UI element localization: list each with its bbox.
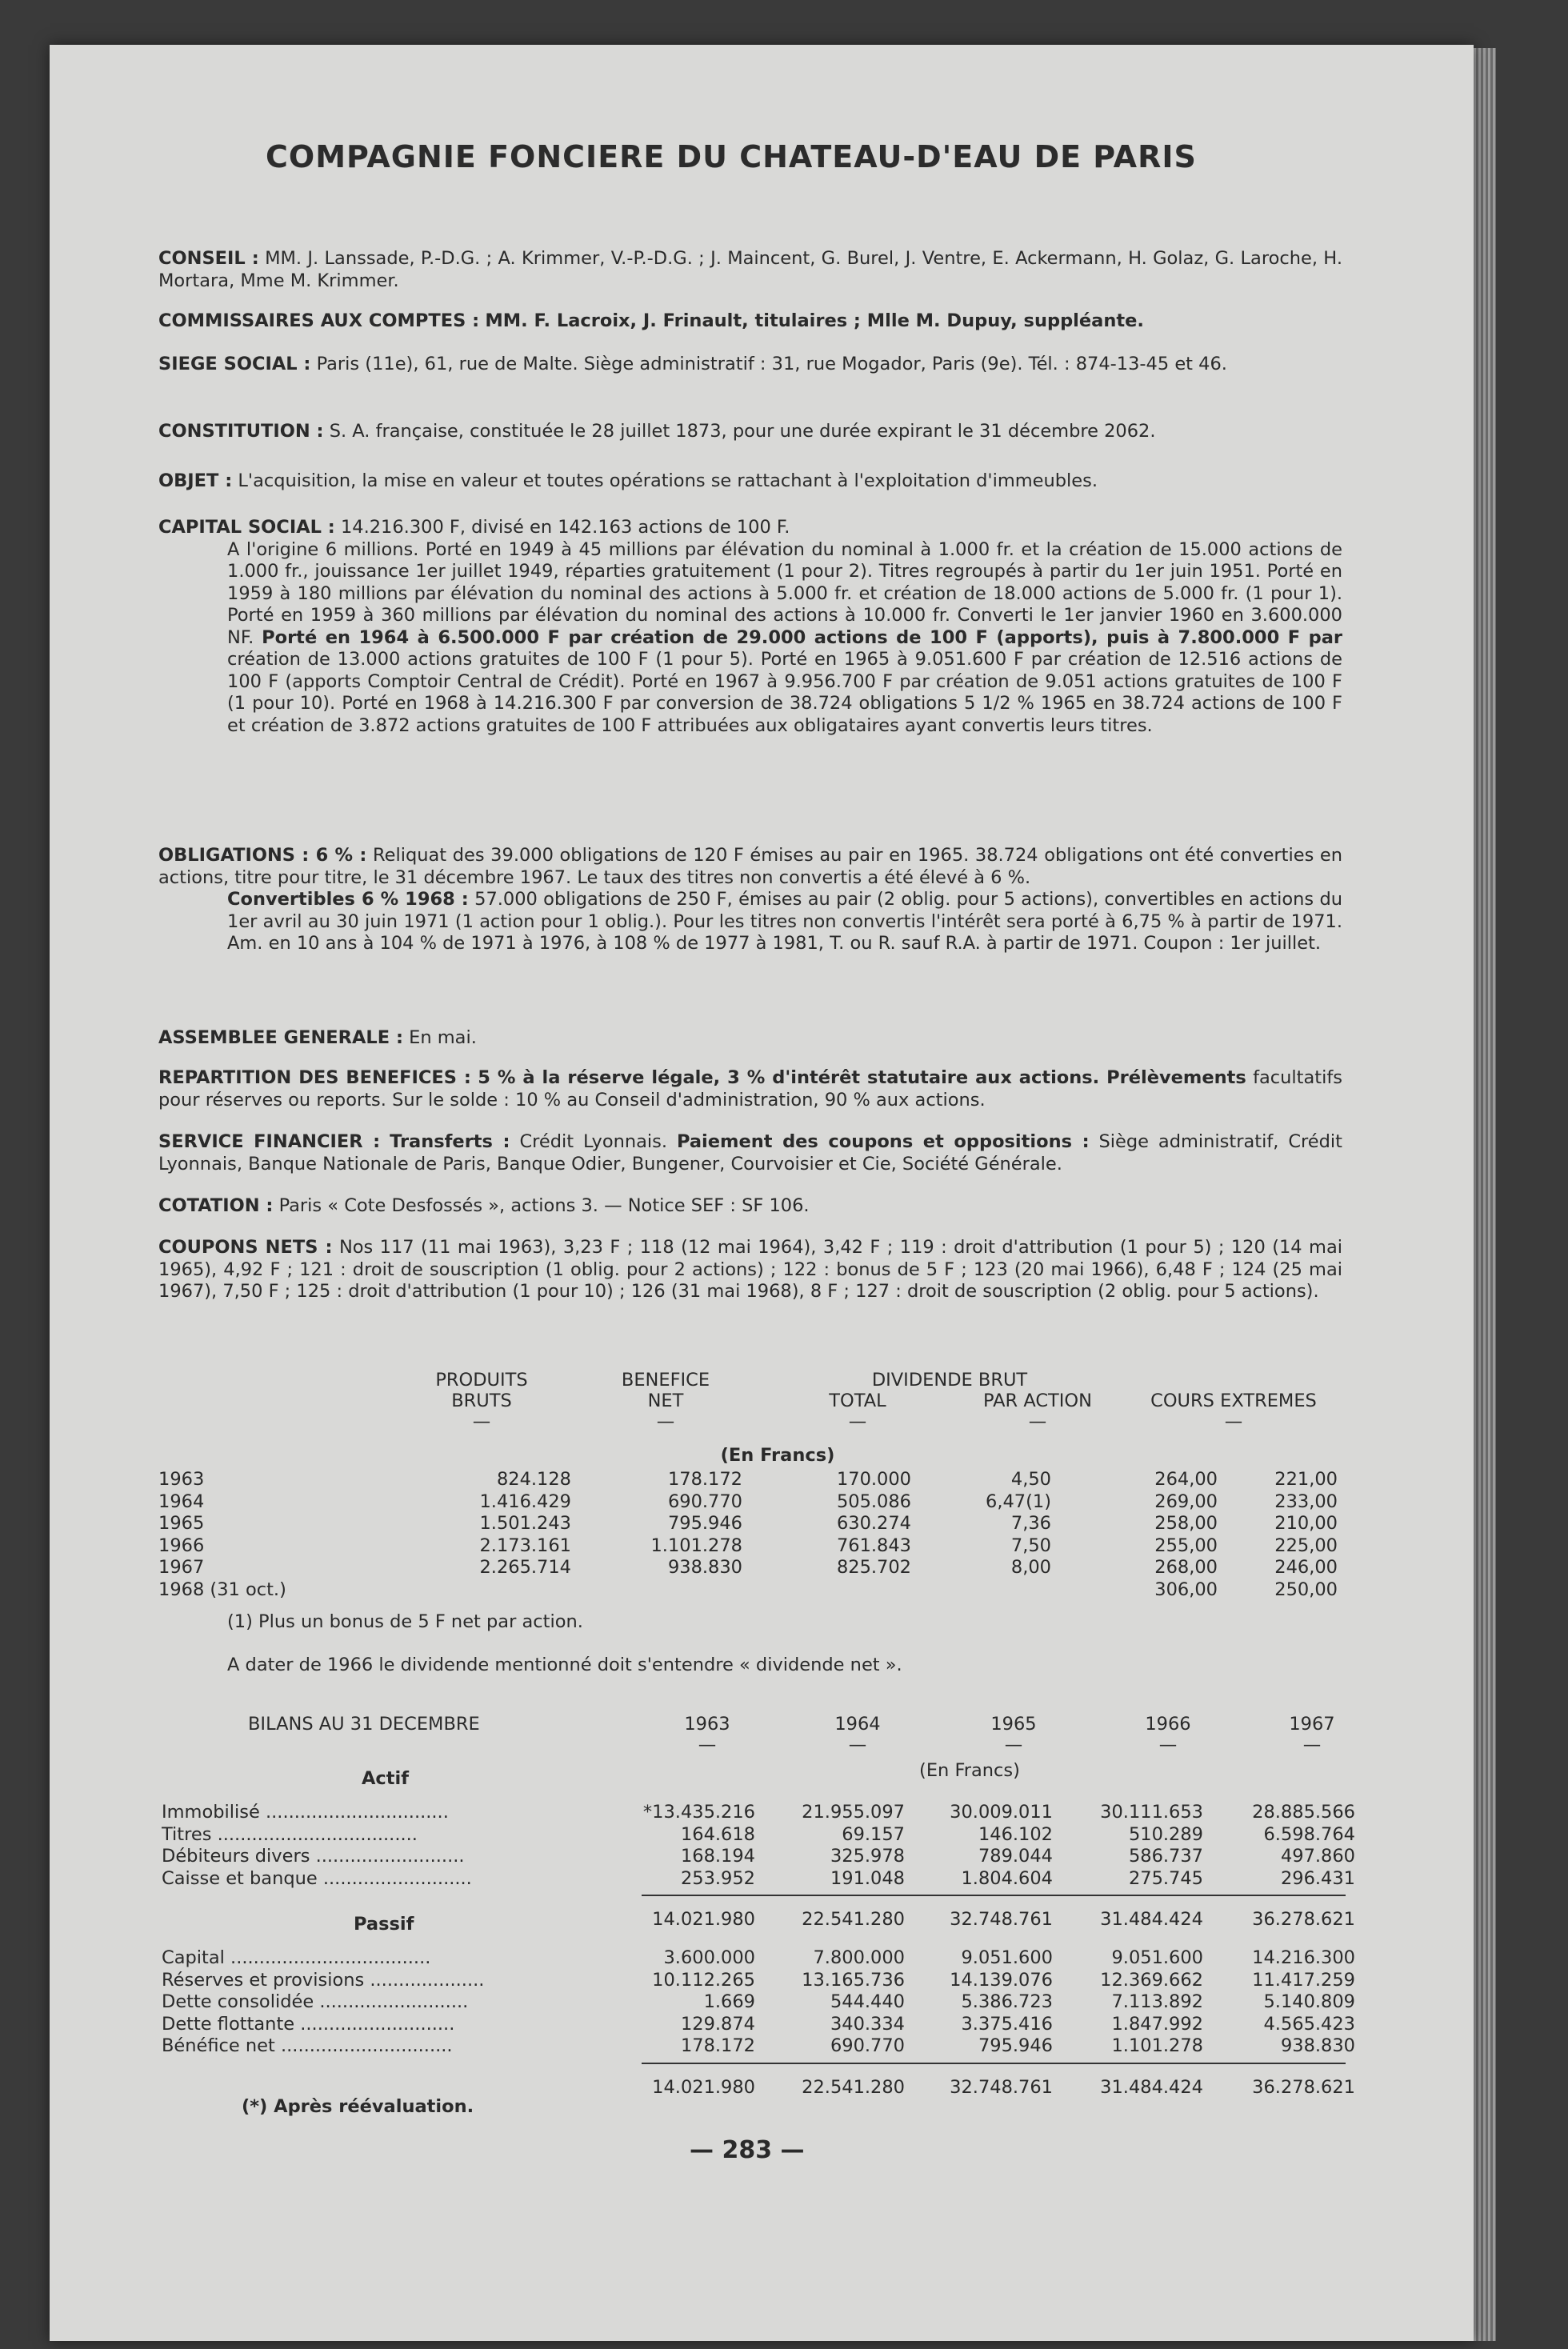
section-cotation (158, 1195, 1342, 1218)
header-benefice-line2: NET (647, 1391, 684, 1411)
header-produits-line1: PRODUITS (435, 1370, 528, 1391)
conseil-text: MM. J. Lanssade, P.-D.G. ; A. Krimmer, V.-P.-D.G. ; J. Maincent, G. Burel, J. Ventre, E. Ackermann, H. Golaz, G. Laroche, H. Mortara, Mme M. Krimmer. (158, 248, 1342, 291)
bilans-cell: 275.745 (1124, 1868, 1203, 1891)
cotation-label: COTATION : (158, 1195, 274, 1216)
conseil-label: CONSEIL : (158, 248, 259, 269)
header-total (770, 1391, 946, 1432)
actif-label: Actif (362, 1768, 410, 1789)
results-year-label: 1964 (158, 1491, 205, 1512)
capital-text: 14.216.300 F, divisé en 142.163 actions de 100 F. (340, 517, 790, 538)
obligations-label: OBLIGATIONS : 6 % : (158, 845, 367, 866)
bilans-year-dash: — (848, 1735, 867, 1755)
bilans-year-label: 1963 (684, 1714, 730, 1735)
bilans-year-header (1112, 1714, 1224, 1755)
passif-label: Passif (354, 1914, 414, 1935)
commissaires-label: COMMISSAIRES AUX COMPTES : (158, 310, 480, 331)
obligations-convertibles (158, 889, 1342, 955)
bilans-total-cell: 32.748.761 (950, 2076, 1053, 2098)
page-number: — 283 — (690, 2136, 805, 2164)
commissaires-text: MM. F. Lacroix, J. Frinault, titulaires ; Mlle M. Dupuy, suppléante. (485, 310, 1144, 331)
bilans-table (162, 1714, 1355, 2114)
bilans-row-label: Bénéfice net .............................. (162, 2035, 453, 2056)
results-cell-benefice: 1.101.278 (650, 1535, 742, 1556)
results-cell-benefice: 795.946 (667, 1513, 742, 1534)
results-cell-cours-bas: 246,00 (1274, 1557, 1338, 1578)
bilans-cell: 129.874 (676, 2014, 755, 2036)
results-cell-par-action: 8,00 (1010, 1557, 1051, 1578)
bilans-year-dash: — (698, 1735, 717, 1755)
bilans-cell: 340.334 (826, 2014, 905, 2036)
bilans-cell: 1.669 (699, 1991, 755, 2014)
bilans-cell: 14.216.300 (1247, 1947, 1355, 1970)
section-coupons (158, 1237, 1342, 1303)
convertibles-text: 57.000 obligations de 250 F, émises au pair (2 oblig. pour 5 actions), convertibles en actions du 1er avril au 30 juin 1971 (1 action pour 1 oblig.). Pour les titres non convertis l'intérêt sera porté à 6,75 % à partir de 1971. Am. en 10 ans à 104 % de 1971 à 1976, à 108 % de 1977 à 1981, T. ou R. sauf R.A. à partir de 1971. Coupon : 1er juillet. (227, 889, 1343, 954)
bilans-cell: 191.048 (826, 1868, 905, 1891)
bilans-footnote (242, 2096, 474, 2117)
bilans-unit: (En Francs) (919, 1760, 1020, 1781)
bilans-sum-rule (642, 2063, 1346, 2064)
results-cell-produits: 2.173.161 (479, 1535, 571, 1556)
objet-label: OBJET : (158, 470, 233, 491)
bilans-cell: 9.051.600 (956, 1947, 1053, 1970)
bilans-cell: 5.386.723 (956, 1991, 1053, 2014)
transferts-text: Crédit Lyonnais. (519, 1131, 668, 1152)
constitution-label: CONSTITUTION : (158, 421, 324, 442)
bilans-cell: 938.830 (1276, 2035, 1355, 2058)
bilans-cell: 789.044 (974, 1846, 1053, 1868)
results-cell-total: 505.086 (836, 1491, 911, 1512)
results-cell-benefice: 938.830 (667, 1557, 742, 1578)
bilans-cell: 497.860 (1276, 1846, 1355, 1868)
results-year-label: 1966 (158, 1535, 205, 1556)
header-benefice-dash: — (656, 1411, 675, 1432)
header-total-label: TOTAL (829, 1391, 886, 1411)
convertibles-label: Convertibles 6 % 1968 : (227, 889, 469, 910)
bilans-cell: 510.289 (1124, 1824, 1203, 1847)
header-benefice-line1: BENEFICE (621, 1370, 710, 1391)
header-total-dash: — (848, 1411, 867, 1432)
repartition-text: facultatifs pour réserves ou reports. Sur le solde : 10 % au Conseil d'administration, 90 % aux actions. (158, 1067, 1343, 1110)
header-produits-line2: BRUTS (451, 1391, 512, 1411)
bilans-year-label: 1967 (1289, 1714, 1335, 1735)
results-cell-par-action: 6,47(1) (986, 1491, 1051, 1512)
header-benefice (578, 1370, 754, 1432)
bilans-total-cell: 31.484.424 (1100, 2076, 1203, 2098)
assemblee-label: ASSEMBLEE GENERALE : (158, 1027, 403, 1048)
bilans-year-dash: — (1004, 1735, 1023, 1755)
results-cell-benefice: 178.172 (667, 1469, 742, 1490)
results-cell-produits: 824.128 (496, 1469, 571, 1490)
results-year-label: 1963 (158, 1469, 205, 1490)
bilans-row-label: Caisse et banque .......................... (162, 1867, 472, 1889)
results-cell-total: 630.274 (836, 1513, 911, 1534)
book-page-edge (1474, 48, 1496, 2341)
bilans-year-header (958, 1714, 1070, 1755)
bilans-total-cell: 14.021.980 (652, 2076, 755, 2098)
siege-label: SIEGE SOCIAL : (158, 354, 311, 374)
bilans-cell: 13.165.736 (797, 1970, 905, 1992)
obligations-text: Reliquat des 39.000 obligations de 120 F émises au pair en 1965. 38.724 obligations ont été converties en actions, titre pour titre, le 31 décembre 1967. Le taux des titres non convertis a été élevé à 6 %. (158, 845, 1343, 888)
results-year-label: 1967 (158, 1557, 205, 1578)
capital-history-bold: Porté en 1964 à 6.500.000 F par création de 29.000 actions de 100 F (apports), puis à 7.800.000 F par (262, 626, 1342, 648)
bilans-year-header (802, 1714, 914, 1755)
capital-history (158, 539, 1342, 738)
company-title: COMPAGNIE FONCIERE DU CHATEAU-D'EAU DE PARIS (266, 139, 1197, 174)
bilans-cell: 795.946 (974, 2035, 1053, 2058)
coupons-label: COUPONS NETS : (158, 1237, 333, 1258)
results-cell-produits: 1.501.243 (479, 1513, 571, 1534)
bilans-row-label: Immobilisé ................................ (162, 1802, 449, 1823)
bilans-cell: 30.009.011 (945, 1802, 1053, 1824)
bilans-cell: *13.435.216 (638, 1802, 755, 1824)
bilans-year-label: 1966 (1145, 1714, 1191, 1735)
document-page (50, 45, 1474, 2341)
section-assemblee (158, 1027, 1342, 1050)
bilans-cell: 69.157 (837, 1824, 905, 1847)
results-cell-cours-bas: 221,00 (1274, 1469, 1338, 1490)
bilans-row-label: Capital ................................... (162, 1947, 431, 1968)
header-cours-label: COURS EXTREMES (1150, 1391, 1317, 1411)
bilans-cell: 5.140.809 (1258, 1991, 1355, 2014)
bilans-cell: 544.440 (826, 1991, 905, 2014)
bilans-year-header (651, 1714, 763, 1755)
transferts-label: Transferts : (390, 1131, 510, 1152)
bilans-year-label: 1964 (834, 1714, 881, 1735)
section-commissaires (158, 310, 1342, 333)
bilans-cell: 6.598.764 (1258, 1824, 1355, 1847)
results-cell-total: 761.843 (836, 1535, 911, 1556)
results-cell-cours-haut: 255,00 (1154, 1535, 1218, 1556)
bilans-year-dash: — (1302, 1735, 1322, 1755)
results-cell-produits: 2.265.714 (479, 1557, 571, 1578)
results-cell-cours-bas: 233,00 (1274, 1491, 1338, 1512)
bilans-cell: 3.600.000 (658, 1947, 755, 1970)
results-unit: (En Francs) (720, 1445, 835, 1466)
bilans-row-label: Débiteurs divers .......................... (162, 1846, 465, 1867)
repartition-label: REPARTITION DES BENEFICES : (158, 1067, 471, 1088)
results-cell-total: 170.000 (836, 1469, 911, 1490)
assemblee-text: En mai. (409, 1027, 477, 1048)
results-cell-cours-haut: 268,00 (1154, 1557, 1218, 1578)
results-note-2: A dater de 1966 le dividende mentionné doit s'entendre « dividende net ». (227, 1655, 902, 1675)
bilans-year-header (1256, 1714, 1368, 1755)
header-produits (394, 1370, 570, 1432)
bilans-total-cell: 14.021.980 (652, 1909, 755, 1930)
results-cell-par-action: 7,36 (1010, 1513, 1051, 1534)
bilans-cell: 178.172 (676, 2035, 755, 2058)
bilans-row-label: Dette consolidée .......................... (162, 1991, 469, 2012)
bilans-heading: BILANS AU 31 DECEMBRE (248, 1714, 480, 1735)
results-cell-cours-haut: 258,00 (1154, 1513, 1218, 1534)
bilans-row-label: Dette flottante ........................... (162, 2013, 455, 2035)
results-cell-cours-haut: 306,00 (1154, 1579, 1218, 1600)
section-conseil (158, 248, 1342, 292)
bilans-cell: 7.113.892 (1106, 1991, 1203, 2014)
bilans-cell: 325.978 (826, 1846, 905, 1868)
section-siege (158, 354, 1342, 376)
header-cours-dash: — (1224, 1411, 1243, 1432)
bilans-cell: 1.847.992 (1106, 2014, 1203, 2036)
capital-history-1: A l'origine 6 millions. Porté en 1949 à 45 millions par élévation du nominal à 1.000 fr. et la création de 15.000 actions de 1.000 fr., jouissance 1er juillet 1949, réparties gratuitement (1 pour 2). Titres regroupés à partir du 1er juin 1951. Porté en 1959 à 180 millions par élévation du nominal des actions à 5.000 fr. et création de 18.000 actions de 5.000 fr. (1 pour 1). Porté en 1959 à 360 millions par élévation du nominal des actions à 10.000 fr. Converti le 1er janvier 1960 en 3.600.000 NF. (227, 538, 1342, 648)
coupons-text: Nos 117 (11 mai 1963), 3,23 F ; 118 (12 mai 1964), 3,42 F ; 119 : droit d'attribution (1 pour 5) ; 120 (14 mai 1965), 4,92 F ; 121 : droit de souscription (1 oblig. pour 2 actions) ; 122 : bonus de 5 F ; 123 (20 mai 1966), 6,48 F ; 124 (25 mai 1967), 7,50 F ; 125 : droit d'attribution (1 pour 10) ; 126 (31 mai 1968), 8 F ; 127 : droit de souscription (2 oblig. pour 5 actions). (158, 1237, 1342, 1302)
bilans-cell: 30.111.653 (1095, 1802, 1203, 1824)
bilans-row-label: Réserves et provisions .................... (162, 1969, 485, 1991)
capital-history-2: création de 13.000 actions gratuites de 100 F (1 pour 5). Porté en 1965 à 9.051.600 F par création de 12.516 actions de 100 F (apports Comptoir Central de Crédit). Porté en 1967 à 9.956.700 F par création de 9.051 actions gratuites de 100 F (1 pour 10). Porté en 1968 à 14.216.300 F par conversion de 38.724 obligations 5 1/2 % 1965 en 38.724 actions de 100 F et création de 3.872 actions gratuites de 100 F attribuées aux obligataires ayant convertis leurs titres. (227, 649, 1342, 736)
results-cell-par-action: 4,50 (1010, 1469, 1051, 1490)
bilans-year-dash: — (1158, 1735, 1178, 1755)
bilans-cell: 21.955.097 (797, 1802, 905, 1824)
bilans-total-cell: 22.541.280 (802, 2076, 905, 2098)
bilans-year-label: 1965 (990, 1714, 1037, 1735)
section-objet (158, 470, 1342, 493)
bilans-cell: 690.770 (826, 2035, 905, 2058)
objet-text: L'acquisition, la mise en valeur et toutes opérations se rattachant à l'exploitation d'immeubles. (238, 470, 1098, 491)
bilans-cell: 28.885.566 (1247, 1802, 1355, 1824)
header-produits-dash: — (472, 1411, 491, 1432)
bilans-cell: 1.101.278 (1106, 2035, 1203, 2058)
bilans-total-cell: 31.484.424 (1100, 1909, 1203, 1930)
header-par-action-dash: — (1028, 1411, 1047, 1432)
bilans-cell: 4.565.423 (1258, 2014, 1355, 2036)
bilans-cell: 12.369.662 (1095, 1970, 1203, 1992)
repartition-text-bold: 5 % à la réserve légale, 3 % d'intérêt statutaire aux actions. Prélèvements (478, 1067, 1246, 1088)
cotation-text: Paris « Cote Desfossés », actions 3. — Notice SEF : SF 106. (278, 1195, 810, 1216)
results-cell-total: 825.702 (836, 1557, 911, 1578)
bilans-total-cell: 36.278.621 (1252, 2076, 1355, 2098)
bilans-total-cell: 32.748.761 (950, 1909, 1053, 1930)
results-note-1: (1) Plus un bonus de 5 F net par action. (227, 1611, 583, 1632)
bilans-cell: 11.417.259 (1247, 1970, 1355, 1992)
section-constitution (158, 421, 1342, 443)
bilans-cell: 164.618 (676, 1824, 755, 1847)
bilans-cell: 14.139.076 (945, 1970, 1053, 1992)
bilans-cell: 168.194 (676, 1846, 755, 1868)
section-service-financier (158, 1131, 1342, 1175)
header-cours (1122, 1391, 1346, 1432)
results-cell-cours-haut: 269,00 (1154, 1491, 1218, 1512)
header-par-action-label: PAR ACTION (983, 1391, 1092, 1411)
bilans-total-cell: 22.541.280 (802, 1909, 905, 1930)
section-capital (158, 517, 1342, 737)
results-cell-par-action: 7,50 (1010, 1535, 1051, 1556)
results-year-label: 1968 (31 oct.) (158, 1579, 286, 1600)
capital-label: CAPITAL SOCIAL : (158, 517, 335, 538)
section-repartition (158, 1067, 1342, 1111)
bilans-row-label: Titres ................................... (162, 1823, 418, 1845)
results-cell-produits: 1.416.429 (479, 1491, 571, 1512)
bilans-cell: 146.102 (974, 1824, 1053, 1847)
siege-text: Paris (11e), 61, rue de Malte. Siège administratif : 31, rue Mogador, Paris (9e). Tél. : 874-13-45 et 46. (316, 354, 1227, 374)
constitution-text: S. A. française, constituée le 28 juillet 1873, pour une durée expirant le 31 décembre 2062. (329, 421, 1156, 442)
results-year-label: 1965 (158, 1513, 205, 1534)
bilans-cell: 3.375.416 (956, 2014, 1053, 2036)
results-cell-cours-bas: 250,00 (1274, 1579, 1338, 1600)
service-label: SERVICE FINANCIER : (158, 1131, 381, 1152)
header-dividende: DIVIDENDE BRUT (871, 1370, 1028, 1391)
bilans-sum-rule (642, 1895, 1346, 1896)
results-cell-cours-haut: 264,00 (1154, 1469, 1218, 1490)
results-cell-cours-bas: 225,00 (1274, 1535, 1338, 1556)
bilans-footnote-text: (*) Après réévaluation. (242, 2096, 474, 2117)
header-par-action (946, 1391, 1130, 1432)
bilans-total-cell: 36.278.621 (1252, 1909, 1355, 1930)
bilans-cell: 9.051.600 (1106, 1947, 1203, 1970)
section-obligations (158, 845, 1342, 955)
results-cell-cours-bas: 210,00 (1274, 1513, 1338, 1534)
bilans-cell: 296.431 (1276, 1868, 1355, 1891)
bilans-cell: 7.800.000 (808, 1947, 905, 1970)
results-cell-benefice: 690.770 (667, 1491, 742, 1512)
bilans-cell: 586.737 (1124, 1846, 1203, 1868)
paiement-text: Siège administratif, Crédit Lyonnais, Banque Nationale de Paris, Banque Odier, Bungener, Courvoisier et Cie, Société Générale. (158, 1131, 1342, 1174)
bilans-cell: 10.112.265 (647, 1970, 755, 1992)
paiement-label: Paiement des coupons et oppositions : (676, 1131, 1090, 1152)
bilans-cell: 253.952 (676, 1868, 755, 1891)
bilans-cell: 1.804.604 (956, 1868, 1053, 1891)
